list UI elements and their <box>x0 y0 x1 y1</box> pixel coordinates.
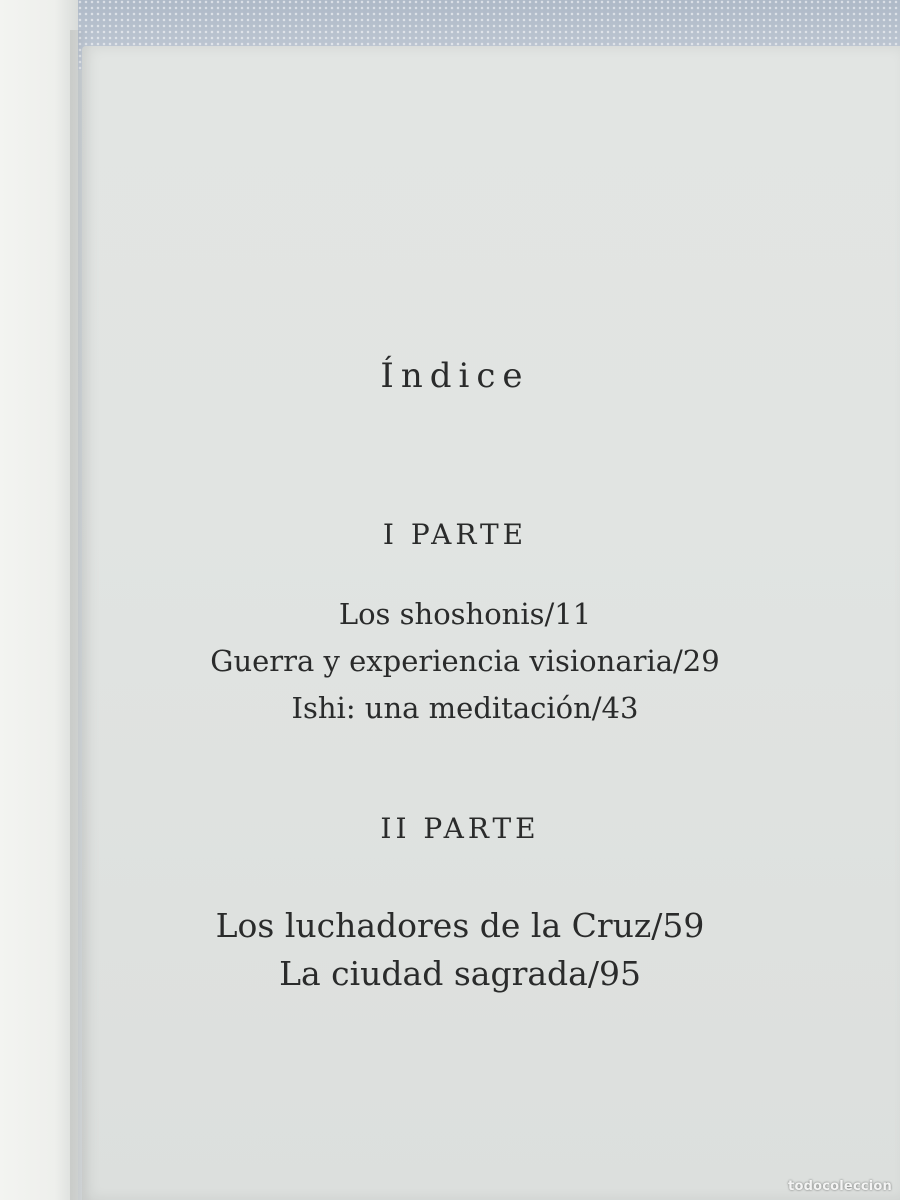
toc-entry: Ishi: una meditación/43 <box>291 691 639 725</box>
part-2-heading: II PARTE <box>380 812 540 845</box>
toc-entry: Guerra y experiencia visionaria/29 <box>210 644 720 678</box>
part-1-entries <box>0 591 900 732</box>
toc-entry: Los luchadores de la Cruz/59 <box>215 906 705 945</box>
toc-title: Índice <box>380 356 530 396</box>
watermark: todocoleccion <box>788 1179 892 1194</box>
part-1-heading: I PARTE <box>382 518 528 551</box>
toc-entry: La ciudad sagrada/95 <box>279 954 641 993</box>
toc-entry: Los shoshonis/11 <box>338 597 592 631</box>
part-2-entries <box>0 902 900 998</box>
